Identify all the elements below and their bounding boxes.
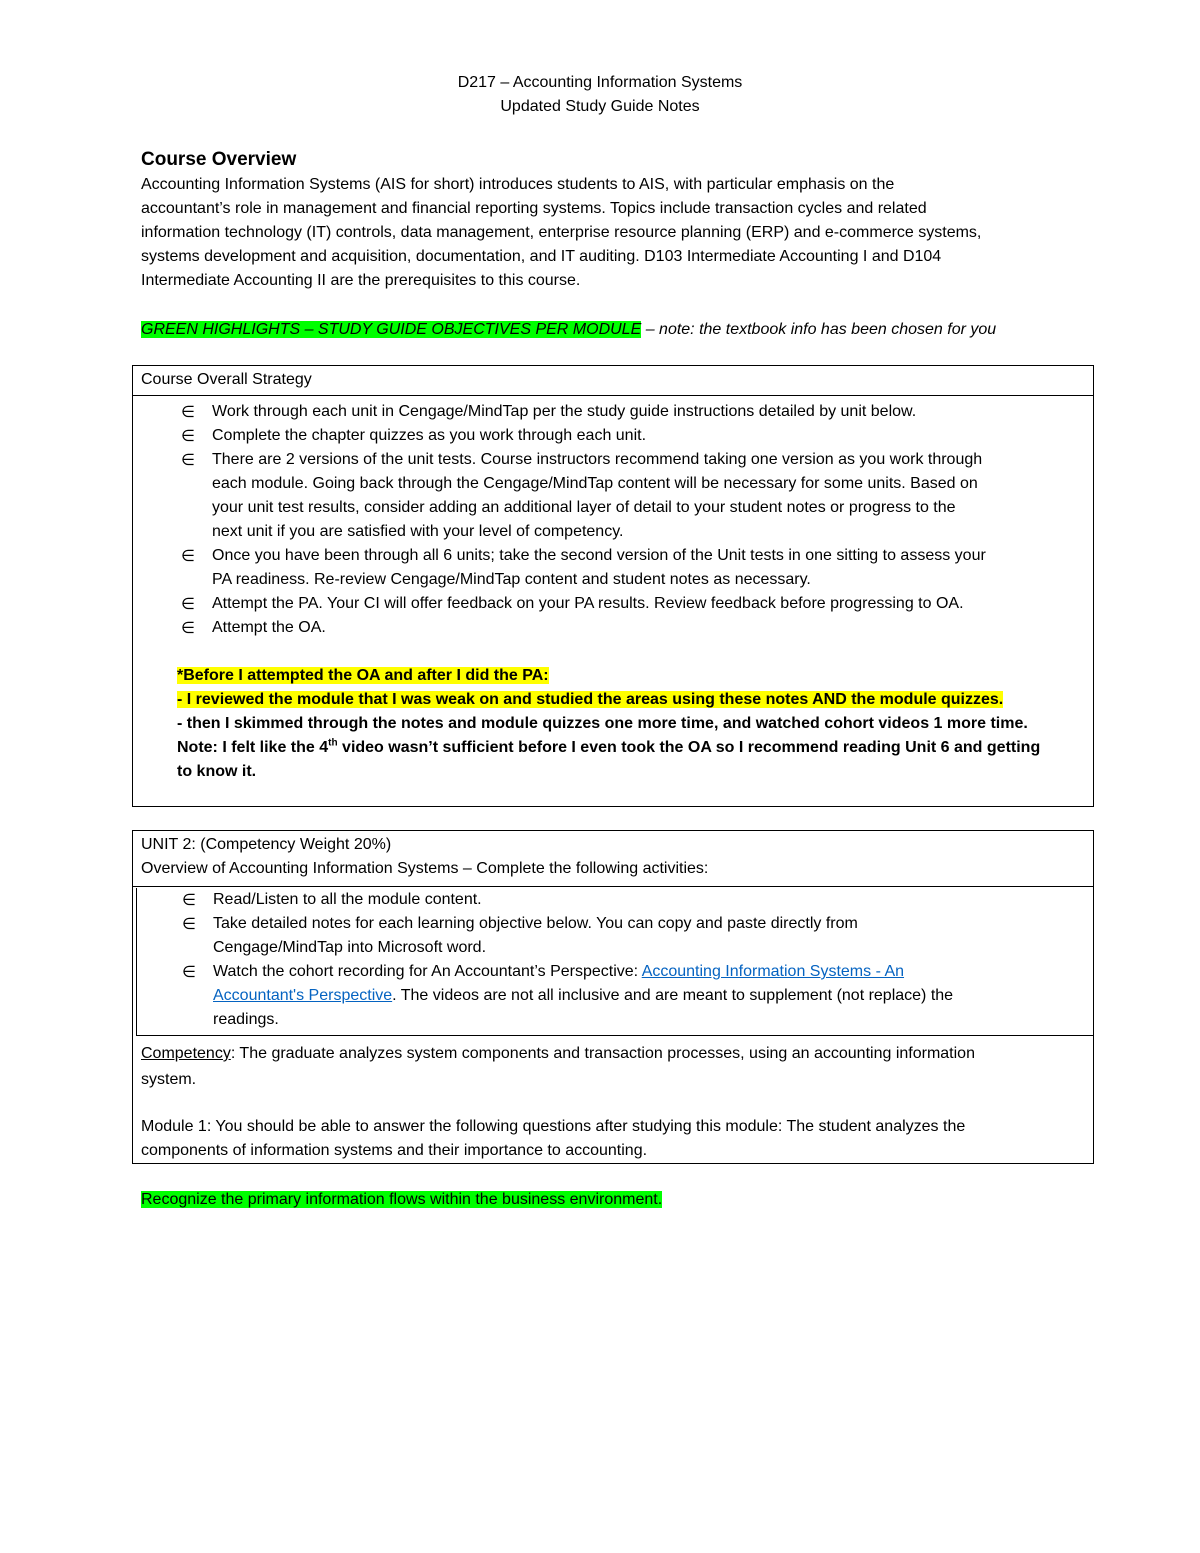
note-line: Note: I felt like the 4th video wasn’t sufficient before I even took the OA so I recommend reading Unit 6 and getting — [177, 737, 1041, 756]
list-item-text: Once you have been through all 6 units; take the second version of the Unit tests in one sitting to assess your — [212, 547, 986, 564]
objective-highlighted-text: Recognize the primary information flows within the business environment. — [141, 1191, 663, 1208]
note-line: to know it. — [177, 763, 257, 780]
cohort-video-link[interactable]: Accountant's Perspective — [213, 987, 393, 1004]
list-item — [141, 400, 1085, 424]
note-line: - then I skimmed through the notes and module quizzes one more time, and watched cohort videos 1 more time. — [177, 715, 1028, 732]
list-item-text: Attempt the OA. — [212, 619, 326, 636]
list-item-text: Attempt the PA. Your CI will offer feedback on your PA results. Review feedback before progressing to OA. — [212, 595, 964, 612]
list-item — [141, 616, 1085, 640]
note-heading: *Before I attempted the OA and after I did the PA: — [177, 667, 549, 684]
strategy-list — [141, 400, 1085, 640]
bullet-icon: ∈ — [182, 890, 196, 909]
list-item — [142, 912, 1088, 960]
unit2-header — [133, 831, 1093, 887]
bullet-icon: ∈ — [181, 546, 195, 565]
overview-line: Accounting Information Systems (AIS for short) introduces students to AIS, with particular emphasis on the — [141, 176, 895, 193]
overview-line: systems development and acquisition, documentation, and IT auditing. D103 Intermediate Accounting I and D104 — [141, 248, 942, 265]
unit2-subtitle: Overview of Accounting Information Systems – Complete the following activities: — [141, 860, 709, 877]
bullet-icon: ∈ — [181, 426, 195, 445]
title-line-2: Updated Study Guide Notes — [500, 98, 700, 115]
list-item — [141, 448, 1085, 544]
list-item-text: each module. Going back through the Cengage/MindTap content will be necessary for some units. Based on — [212, 475, 978, 492]
highlight-legend — [141, 318, 1141, 342]
overview-line: Intermediate Accounting II are the prerequisites to this course. — [141, 272, 581, 289]
cohort-video-link[interactable]: Accounting Information Systems - An — [641, 963, 905, 980]
bullet-icon: ∈ — [181, 402, 195, 421]
bullet-icon: ∈ — [181, 618, 195, 637]
document-title — [0, 71, 1200, 119]
list-item — [142, 960, 1088, 1032]
course-overview-heading: Course Overview — [141, 149, 297, 170]
unit2-competency — [133, 1039, 1093, 1165]
overview-line: accountant’s role in management and financial reporting systems. Topics include transaction cycles and related — [141, 200, 927, 217]
strategy-header: Course Overall Strategy — [133, 366, 1093, 396]
list-item-text: There are 2 versions of the unit tests. Course instructors recommend taking one version as you work through — [212, 451, 983, 468]
module-objective — [141, 1188, 662, 1212]
strategy-body — [133, 398, 1093, 806]
list-item — [141, 592, 1085, 616]
module1-text: Module 1: You should be able to answer the following questions after studying this module: The student analyzes the — [141, 1118, 966, 1135]
list-item-text: your unit test results, consider adding an additional layer of detail to your student notes or progress to the — [212, 499, 956, 516]
strategy-box — [132, 365, 1094, 807]
list-item — [141, 544, 1085, 592]
overview-line: information technology (IT) controls, data management, enterprise resource planning (ERP) and e-commerce systems, — [141, 224, 982, 241]
legend-highlighted-text: GREEN HIGHLIGHTS – STUDY GUIDE OBJECTIVES PER MODULE — [141, 321, 642, 338]
unit2-box — [132, 830, 1094, 1164]
list-item-text: readings. — [213, 1011, 279, 1028]
unit2-title: UNIT 2: (Competency Weight 20%) — [141, 836, 392, 853]
list-item — [142, 888, 1088, 912]
course-overview — [141, 147, 1101, 293]
list-item-text: Watch the cohort recording for An Accountant’s Perspective: Accounting Information Systems - An — [213, 963, 905, 980]
list-item — [141, 424, 1085, 448]
bullet-icon: ∈ — [182, 914, 196, 933]
list-item-text: PA readiness. Re-review Cengage/MindTap content and student notes as necessary. — [212, 571, 811, 588]
note-line: - I reviewed the module that I was weak on and studied the areas using these notes AND the module quizzes. — [177, 691, 1004, 708]
bullet-icon: ∈ — [182, 962, 196, 981]
list-item-text: Complete the chapter quizzes as you work through each unit. — [212, 427, 647, 444]
personal-note — [141, 664, 1085, 784]
list-item-text: Cengage/MindTap into Microsoft word. — [213, 939, 487, 956]
legend-note: – note: the textbook info has been chosen for you — [641, 321, 997, 338]
list-item-text: Accountant's Perspective. The videos are not all inclusive and are meant to supplement (not replace) the — [213, 987, 954, 1004]
competency-text: Competency: The graduate analyzes system components and transaction processes, using an accounting information — [141, 1045, 975, 1062]
competency-text: system. — [141, 1071, 197, 1088]
list-item-text: Take detailed notes for each learning objective below. You can copy and paste directly from — [213, 915, 858, 932]
list-item-text: next unit if you are satisfied with your level of competency. — [212, 523, 624, 540]
unit2-activities — [136, 888, 1093, 1036]
bullet-icon: ∈ — [181, 594, 195, 613]
list-item-text: Read/Listen to all the module content. — [213, 891, 482, 908]
module1-text: components of information systems and their importance to accounting. — [141, 1142, 648, 1159]
list-item-text: Work through each unit in Cengage/MindTap per the study guide instructions detailed by unit below. — [212, 403, 917, 420]
unit2-activity-list — [142, 888, 1088, 1032]
title-line-1: D217 – Accounting Information Systems — [457, 74, 743, 91]
bullet-icon: ∈ — [181, 450, 195, 469]
